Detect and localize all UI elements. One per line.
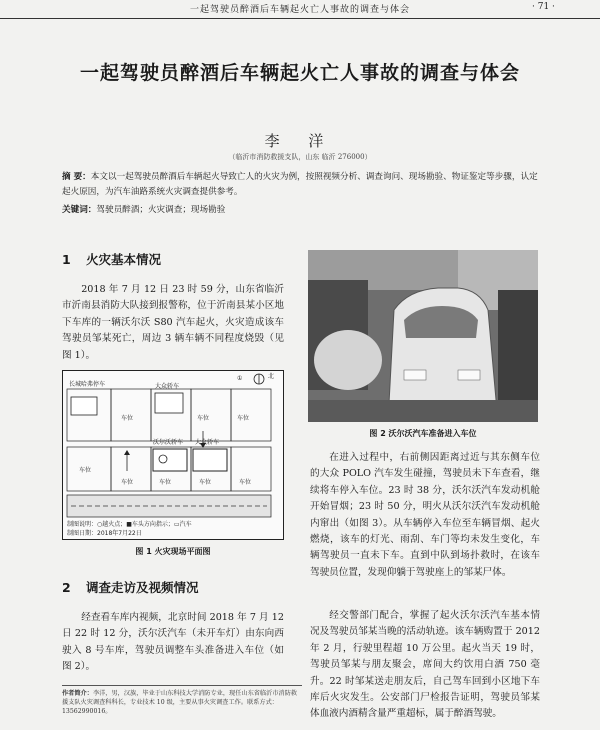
- label-stall-4: 车位: [79, 467, 92, 474]
- label-stall-6: 车位: [159, 479, 172, 486]
- right-column-paragraph-1: 在进入过程中，右前侧因距离过近与其东侧车位的大众 POLO 汽车发生碰撞，驾驶员未下车查看，继续将车停入车位。23 时 38 分，沃尔沃汽车发动机舱开始冒烟；23 时 50 分，明火从沃尔沃汽车发动机舱内窜出（如图 3）。从车辆停入车位至车辆冒烟、起火燃烧，该车的灯光、雨刮、车门等均未发生变化，车辆驾驶员一直未下车。直到中队到场扑救时，在该车驾驶员位置，发现仰躺于驾驶座上的邹某尸体。: [310, 452, 540, 578]
- section-1-number: 1: [62, 252, 71, 267]
- figure-2-caption: 图 2 沃尔沃汽车准备进入车位: [369, 429, 477, 438]
- label-stall-3: 车位: [237, 415, 250, 422]
- section-2-title: 调查走访及视频情况: [86, 580, 199, 595]
- author-footnote: [62, 685, 302, 716]
- figure-1-caption: 图 1 火灾现场平面图: [135, 547, 211, 556]
- label-stall-5: 车位: [121, 479, 134, 486]
- garage-photo-drawing: [308, 250, 538, 422]
- footnote-text: 李洋，男，汉族，毕业于山东科技大学消防专业，现任山东省临沂市消防救援支队火灾调查科科长，专业技术 10 级，主要从事火灾调查工作。联系方式：13562990016。: [62, 690, 298, 715]
- label-stall-8: 车位: [239, 479, 252, 486]
- label-stall-7: 车位: [199, 479, 212, 486]
- label-dazhong-top: 大众轿车: [155, 383, 180, 390]
- section-1-heading: [62, 250, 161, 268]
- running-head: [0, 0, 600, 19]
- floor-plan-drawing: [63, 371, 283, 539]
- label-dazhong-mid: 大众轿车: [195, 439, 220, 446]
- plan-date: 制图日期：2018年7月22日: [67, 530, 142, 537]
- keywords-label: 关键词：: [62, 205, 97, 215]
- ref-mark: ①: [237, 375, 243, 382]
- running-head-title: 一起驾驶员醉酒后车辆起火亡人事故的调查与体会: [190, 5, 411, 15]
- garage-photo: [308, 250, 538, 422]
- right-column-paragraph-2: 经交警部门配合，掌握了起火沃尔沃汽车基本情况及驾驶员邹某当晚的活动轨迹。该车辆购置于 2012 年 2 月，行驶里程超 10 万公里。起火当天 19 时，驾驶员邹某与朋友聚会，席间大约饮用白酒 750 毫升。22 时邹某送走朋友后，自己驾车回到小区地下车库后火灾发生。公安部门尸检报告证明，驾驶员邹某体血液内酒精含量严重超标，属于醉酒驾驶。: [310, 610, 540, 720]
- label-stall-2: 车位: [197, 415, 210, 422]
- section-2-number: 2: [62, 580, 71, 595]
- north-label: 北: [268, 373, 275, 380]
- label-volvo: 沃尔沃轿车: [153, 439, 184, 446]
- section-2-heading: [62, 578, 199, 596]
- section-2-paragraph: 经查看车库内视频，北京时间 2018 年 7 月 12 日 22 时 12 分，沃尔沃汽车（未开车灯）由东向西驶入 8 号车库，驾驶员调整车头准备进入车位（如图 2）。: [62, 612, 284, 673]
- footnote-label: 作者简介：: [62, 690, 93, 697]
- article-title: 一起驾驶员醉酒后车辆起火亡人事故的调查与体会: [79, 62, 520, 84]
- page-number: · 71 ·: [532, 2, 555, 12]
- plan-legend: 制图说明：○越火点；■车头方向指示；▭汽车: [67, 521, 192, 528]
- author-name: 李 洋: [264, 132, 336, 150]
- section-1-paragraph: 2018 年 7 月 12 日 23 时 59 分，山东省临沂市沂南县消防大队接到报警称，位于沂南县某小区地下车库的一辆沃尔沃 S80 汽车起火，火灾造成该车驾驶员邹某死亡，周边 3 辆车辆不同程度烧毁（见图 1）。: [62, 284, 284, 361]
- keywords-text: 驾驶员醉酒；火灾调查；现场勘验: [96, 205, 226, 215]
- floor-plan-figure: [62, 370, 284, 540]
- section-1-title: 火灾基本情况: [86, 252, 162, 267]
- label-stall-1: 车位: [121, 415, 134, 422]
- abstract: [62, 170, 540, 200]
- label-changcheng: 长城哈弗停车: [69, 381, 106, 388]
- author-affiliation: （临沂市消防救援支队，山东 临沂 276000）: [228, 153, 372, 161]
- keywords: [62, 203, 540, 215]
- abstract-text: 本文以一起驾驶员醉酒后车辆起火导致亡人的火灾为例，按照视频分析、调查询问、现场勘验、物证鉴定等步骤，认定起火原因，为汽车油路系统火灾调查提供参考。: [62, 172, 538, 197]
- abstract-label: 摘 要：: [62, 172, 91, 182]
